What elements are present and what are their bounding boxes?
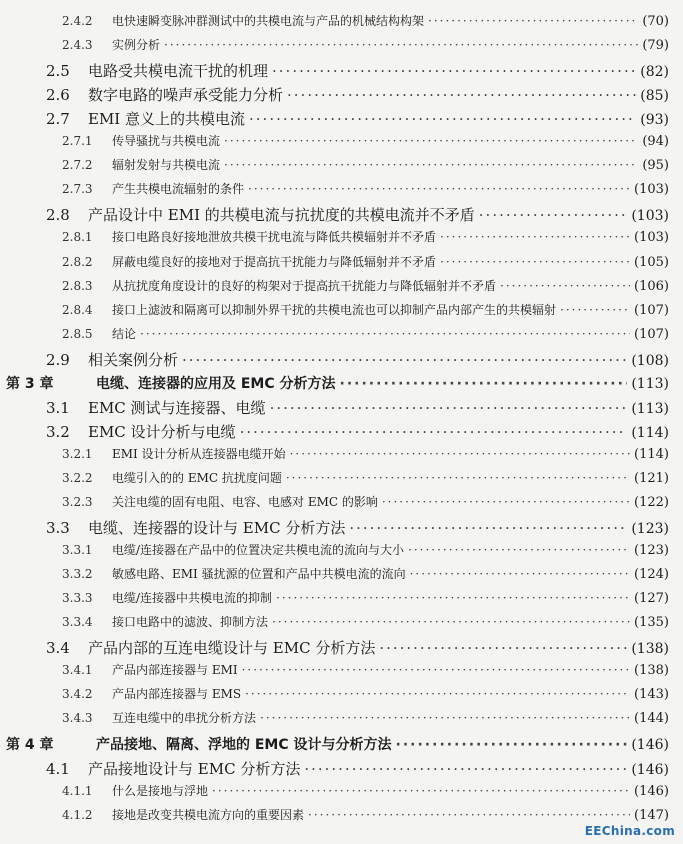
toc-entry-number: 3.2 <box>46 422 70 441</box>
toc-entry-sub <box>0 36 669 53</box>
toc-entry-number: 2.5 <box>46 62 70 81</box>
dot-leader <box>560 303 630 317</box>
toc-entry-page: (138) <box>634 663 669 679</box>
toc-entry-title: 互连电缆中的串扰分析方法 <box>112 711 257 726</box>
toc-entry-page: (127) <box>634 591 669 607</box>
toc-entry-page: (107) <box>634 326 669 342</box>
dot-leader <box>272 62 636 80</box>
toc-entry-section <box>0 108 669 129</box>
toc-entry-number: 2.4.3 <box>62 38 93 53</box>
toc-entry-sub <box>0 325 669 342</box>
toc-entry-title: 电路受共模电流干扰的机理 <box>88 62 269 81</box>
toc-entry-title: 产品设计中 EMI 的共模电流与抗扰度的共模电流并不矛盾 <box>88 206 475 225</box>
dot-leader <box>242 663 630 677</box>
dot-leader <box>500 279 630 293</box>
toc-entry-page: (95) <box>642 158 669 174</box>
toc-entry-number: 3.4 <box>46 639 70 658</box>
toc-entry-title: 产品内部连接器与 EMI <box>112 663 238 678</box>
toc-entry-page: (103) <box>634 230 669 246</box>
toc-entry-page: (123) <box>631 521 669 538</box>
toc-entry-page: (143) <box>634 687 669 703</box>
dot-leader <box>308 808 630 822</box>
toc-entry-page: (121) <box>634 470 669 486</box>
dot-leader <box>249 110 636 128</box>
toc-entry-number: 3.4.1 <box>62 663 93 678</box>
toc-entry-title: EMI 设计分析从连接器电缆开始 <box>112 446 286 461</box>
toc-entry-number: 2.8.4 <box>62 302 93 317</box>
toc-entry-sub <box>0 12 669 29</box>
toc-entry-number: 3.2.1 <box>62 446 93 461</box>
toc-entry-number: 2.4.2 <box>62 14 93 28</box>
toc-entry-sub <box>0 589 669 606</box>
toc-entry-title: 什么是接地与浮地 <box>112 783 209 798</box>
dot-leader <box>479 206 628 224</box>
toc-entry-number: 第 3 章 <box>6 375 54 392</box>
toc-entry-number: 2.7.2 <box>62 158 93 173</box>
dot-leader <box>410 567 630 581</box>
toc-entry-page: (85) <box>640 88 669 105</box>
toc-entry-page: (123) <box>634 543 669 559</box>
toc-entry-section <box>0 349 669 370</box>
toc-entry-page: (147) <box>634 807 669 823</box>
toc-entry-number: 3.4.3 <box>62 711 93 726</box>
toc-entry-number: 3.3.4 <box>62 615 93 630</box>
dot-leader <box>276 591 630 605</box>
toc-entry-page: (94) <box>642 134 669 150</box>
toc-entry-number: 3.4.2 <box>62 687 93 702</box>
toc-entry-sub <box>0 445 669 462</box>
dot-leader <box>140 327 630 341</box>
toc-entry-page: (124) <box>634 567 669 583</box>
toc-entry-title: 接口上滤波和隔离可以抑制外界干扰的共模电流也可以抑制产品内部产生的共模辐射 <box>112 302 557 317</box>
toc-entry-number: 2.7.1 <box>62 134 93 149</box>
toc-entry-sub <box>0 469 669 486</box>
toc-entry-title: 产品内部的互连电缆设计与 EMC 分析方法 <box>88 639 376 658</box>
toc-entry-page: (105) <box>634 254 669 270</box>
toc-entry-page: (106) <box>634 278 669 294</box>
toc-entry-page: (82) <box>640 64 669 81</box>
toc-entry-number: 2.8 <box>46 206 70 225</box>
toc-entry-section <box>0 517 669 538</box>
dot-leader <box>396 737 628 753</box>
toc-entry-number: 3.3.1 <box>62 543 93 558</box>
watermark: EEChina.com <box>584 824 675 838</box>
toc-entry-sub <box>0 661 669 678</box>
toc-entry-page: (114) <box>634 446 669 462</box>
toc-entry-title: EMC 测试与连接器、电缆 <box>88 398 266 417</box>
toc-entry-title: 敏感电路、EMI 骚扰源的位置和产品中共模电流的流向 <box>112 567 406 582</box>
dot-leader <box>270 399 628 417</box>
toc-entry-page: (108) <box>631 352 669 369</box>
toc-entry-sub <box>0 685 669 702</box>
toc-entry-title: 接口电路良好接地泄放共模干扰电流与降低共模辐射并不矛盾 <box>112 230 437 245</box>
toc-entry-sub <box>0 301 669 318</box>
toc-entry-page: (135) <box>634 615 669 631</box>
dot-leader <box>240 423 628 441</box>
toc-entry-title: 屏蔽电缆良好的接地对于提高抗干扰能力与降低辐射并不矛盾 <box>112 254 437 269</box>
toc-entry-title: 实例分析 <box>112 38 161 53</box>
dot-leader <box>382 495 630 509</box>
toc-entry-title: 相关案例分析 <box>88 350 179 369</box>
toc-entry-sub <box>0 132 669 149</box>
toc-entry-title: 关注电缆的固有电阻、电容、电感对 EMC 的影响 <box>112 495 378 509</box>
toc-entry-number: 4.1.1 <box>62 783 93 798</box>
toc-entry-title: 电快速瞬变脉冲群测试中的共模电流与产品的机械结构构架 <box>112 14 425 28</box>
toc-entry-section <box>0 421 669 442</box>
dot-leader <box>290 447 630 461</box>
toc-entry-page: (144) <box>634 711 669 727</box>
toc-entry-title: 产品内部连接器与 EMS <box>112 687 242 702</box>
toc-entry-number: 3.2.2 <box>62 470 93 485</box>
toc-entry-page: (146) <box>631 761 669 778</box>
toc-entry-page: (107) <box>634 302 669 318</box>
toc-entry-sub <box>0 156 669 173</box>
toc-entry-number: 4.1 <box>46 759 70 778</box>
toc-entry-title: 结论 <box>112 326 137 341</box>
toc-entry-page: (122) <box>634 495 669 510</box>
toc-entry-sub <box>0 277 669 294</box>
toc-entry-page: (114) <box>631 424 669 441</box>
toc-entry-title: 电缆、连接器的设计与 EMC 分析方法 <box>88 519 346 538</box>
dot-leader <box>440 255 630 269</box>
toc-entry-number: 2.6 <box>46 86 70 105</box>
toc-entry-number: 第 4 章 <box>6 736 54 753</box>
toc-entry-sub <box>0 782 669 799</box>
toc-entry-number: 2.7.3 <box>62 182 93 197</box>
toc-entry-number: 4.1.2 <box>62 807 93 822</box>
toc-entry-number: 3.3 <box>46 519 70 538</box>
toc-entry-title: 接地是改变共模电流方向的重要因素 <box>112 807 305 822</box>
toc-entry-number: 3.1 <box>46 398 70 417</box>
toc-entry-title: 产品接地设计与 EMC 分析方法 <box>88 759 301 778</box>
toc-entry-sub <box>0 493 669 510</box>
toc-entry-page: (103) <box>634 182 669 198</box>
toc-entry-sub <box>0 228 669 245</box>
dot-leader <box>428 14 638 28</box>
dot-leader <box>212 784 630 798</box>
toc-entry-number: 2.8.2 <box>62 254 93 269</box>
dot-leader <box>182 351 627 369</box>
dot-leader <box>286 471 630 485</box>
toc-entry-number: 3.3.3 <box>62 591 93 606</box>
toc-entry-section <box>0 397 669 418</box>
toc-entry-sub <box>0 806 669 823</box>
toc-entry-page: (146) <box>631 736 669 753</box>
dot-leader <box>164 38 638 52</box>
toc-entry-chapter <box>0 373 669 393</box>
toc-entry-title: 电缆、连接器的应用及 EMC 分析方法 <box>96 375 336 392</box>
toc-entry-sub <box>0 613 669 630</box>
toc-entry-page: (79) <box>642 38 669 54</box>
toc-entry-page: (93) <box>640 112 669 129</box>
toc-entry-number: 2.8.1 <box>62 230 93 245</box>
toc-entry-page: (70) <box>642 14 669 29</box>
toc-entry-chapter <box>0 734 669 754</box>
toc-entry-section <box>0 637 669 658</box>
dot-leader <box>408 543 630 557</box>
dot-leader <box>272 615 630 629</box>
toc-entry-page: (138) <box>631 641 669 658</box>
toc-entry-section <box>0 84 669 105</box>
dot-leader <box>440 230 630 244</box>
toc-entry-number: 3.3.2 <box>62 567 93 582</box>
toc-entry-number: 2.8.5 <box>62 326 93 341</box>
toc-entry-title: 接口电路中的滤波、抑制方法 <box>112 615 269 630</box>
toc-entry-sub <box>0 565 669 582</box>
toc-entry-title: 数字电路的噪声承受能力分析 <box>88 86 284 105</box>
dot-leader <box>340 376 628 392</box>
dot-leader <box>379 639 627 657</box>
toc-entry-sub <box>0 709 669 726</box>
toc-entry-title: 电缆/连接器在产品中的位置决定共模电流的流向与大小 <box>112 543 405 558</box>
dot-leader <box>224 158 638 172</box>
toc-entry-page: (113) <box>631 375 669 392</box>
toc-entry-title: 产生共模电流辐射的条件 <box>112 182 245 197</box>
toc-entry-title: 辐射发射与共模电流 <box>112 158 221 173</box>
toc-entry-title: EMI 意义上的共模电流 <box>88 110 246 129</box>
toc-entry-title: EMC 设计分析与电缆 <box>88 422 236 441</box>
dot-leader <box>304 760 627 778</box>
dot-leader <box>224 134 638 148</box>
toc-entry-title: 从抗扰度角度设计的良好的构架对于提高抗干扰能力与降低辐射并不矛盾 <box>112 278 497 293</box>
dot-leader <box>349 519 627 537</box>
dot-leader <box>248 182 630 196</box>
toc-entry-sub <box>0 180 669 197</box>
toc-entry-sub <box>0 541 669 558</box>
toc-entry-title: 传导骚扰与共模电流 <box>112 134 221 149</box>
toc-entry-number: 2.8.3 <box>62 278 93 293</box>
toc-entry-number: 3.2.3 <box>62 495 93 509</box>
toc-entry-page: (113) <box>631 400 669 417</box>
toc-entry-title: 产品接地、隔离、浮地的 EMC 设计与分析方法 <box>96 736 392 753</box>
dot-leader <box>287 86 636 104</box>
dot-leader <box>260 711 630 725</box>
dot-leader <box>245 687 630 701</box>
toc-entry-sub <box>0 253 669 270</box>
toc-entry-section <box>0 60 669 81</box>
toc-entry-page: (146) <box>634 783 669 799</box>
toc-entry-number: 2.9 <box>46 350 70 369</box>
toc-entry-number: 2.7 <box>46 110 70 129</box>
toc-entry-section <box>0 204 669 225</box>
toc-entry-page: (103) <box>631 208 669 225</box>
toc-entry-title: 电缆/连接器中共模电流的抑制 <box>112 591 273 606</box>
toc-entry-title: 电缆引入的的 EMC 抗扰度问题 <box>112 470 282 485</box>
toc-entry-section <box>0 758 669 779</box>
